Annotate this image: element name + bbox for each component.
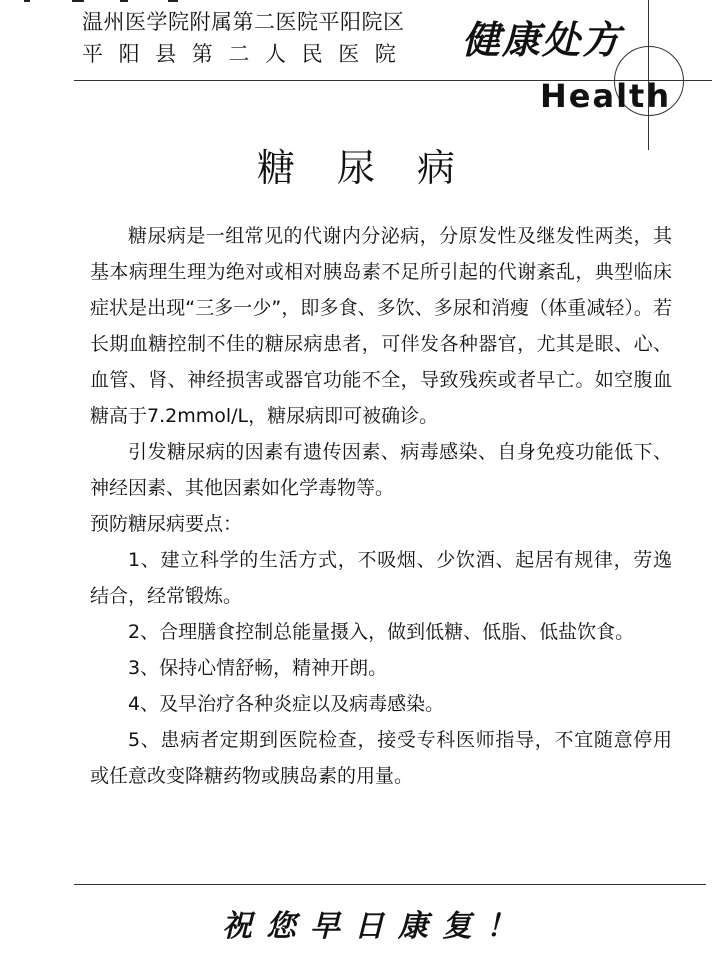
footer-divider [74,884,706,885]
prevention-point-2: 2、合理膳食控制总能量摄入，做到低糖、低脂、低盐饮食。 [128,621,635,643]
prevention-heading: 预防糖尿病要点： [90,513,243,535]
prevention-point-4: 4、及早治疗各种炎症以及病毒感染。 [128,693,445,715]
column-title-english: Health [540,77,672,115]
hospital-name-line-1: 温州医学院附属第二医院平阳院区 [82,10,405,34]
crosshair-vertical-line [648,0,649,150]
closing-greeting: 祝您早日康复！ [222,909,530,944]
hospital-name-line-2: 平阳县第二人民医院 [82,42,412,66]
scan-marks [0,0,230,8]
causes-paragraph: 引发糖尿病的因素有遗传因素、病毒感染、自身免疫功能低下、神经因素、其他因素如化学毒物等。 [90,441,672,499]
article-title: 糖尿病 [256,146,497,190]
article-body [90,218,672,794]
prevention-point-3: 3、保持心情舒畅，精神开朗。 [128,657,388,679]
prevention-point-1: 1、建立科学的生活方式，不吸烟、少饮酒、起居有规律，劳逸结合，经常锻炼。 [90,549,672,607]
prevention-point-5: 5、患病者定期到医院检查，接受专科医师指导，不宜随意停用或任意改变降糖药物或胰岛素的用量。 [90,729,672,787]
intro-paragraph: 糖尿病是一组常见的代谢内分泌病，分原发性及继发性两类，其基本病理生理为绝对或相对胰岛素不足所引起的代谢紊乱，典型临床症状是出现“三多一少”，即多食、多饮、多尿和消瘦（体重减轻）。若长期血糖控制不佳的糖尿病患者，可伴发各种器官，尤其是眼、心、血管、肾、神经损害或器官功能不全，导致残疾或者早亡。如空腹血糖高于7.2mmol/L，糖尿病即可被确诊。 [90,225,672,427]
column-title: 健康处方 [462,17,623,62]
